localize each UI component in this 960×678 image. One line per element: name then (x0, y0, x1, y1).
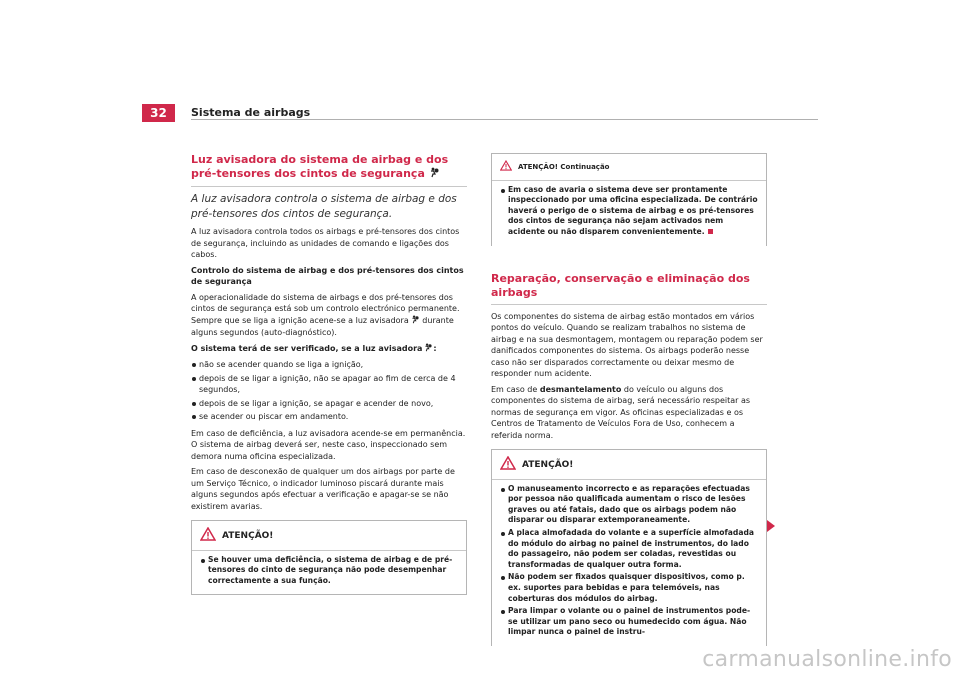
warning-title: ATENÇÃO! Continuação (518, 163, 610, 171)
check-heading-a: O sistema terá de ser verificado, se a luz avisadora (191, 343, 423, 353)
list-item: depois de se ligar a ignição, não se apagar ao fim de cerca de 4 segundos, (191, 373, 467, 396)
check-heading (191, 343, 467, 356)
warning-triangle-icon (500, 160, 512, 175)
repair-paragraph: Os componentes do sistema de airbag estão montados em vários pontos do veículo. Quando se realizam trabalhos no sistema de airbag e na sua desmontagem, montagem ou reparação podem ser danificados componentes do sistema. Os airbags poderão nesse caso não ser disparados correctamente ou deixar mesmo de responder num acidente. (491, 311, 763, 379)
control-text-b: durante alguns segundos (auto-diagnóstico). (191, 315, 454, 337)
control-heading: Controlo do sistema de airbag e dos pré-tensores dos cintos de segurança (191, 265, 464, 286)
warning-box-continued (491, 153, 767, 246)
warning-item (500, 185, 758, 238)
list-item: depois de se ligar a ignição, se apagar e acender de novo, (191, 398, 467, 410)
warning-item: Se houver uma deficiência, o sistema de airbag e de pré-tensores do cinto de segurança não pode desempenhar correctamente a sua função. (200, 555, 458, 587)
disconnect-paragraph: Em caso de desconexão de qualquer um dos airbags por parte de um Serviço Técnico, o indicador luminoso piscará durante mais alguns segundos após efectuar a verificação e apagar-se se não existirem avarias. (191, 467, 455, 511)
warning-box (191, 520, 467, 595)
warning-item: O manuseamento incorrecto e as reparações efectuadas por pessoa não qualificada aumentam o risco de lesões graves ou até fatais, dado que os airbags podem não disparar ou disparar extemporaneamente. (500, 484, 758, 526)
warning-item: Para limpar o volante ou o painel de instrumentos pode-se utilizar um pano seco ou humedecido com água. Não limpar nunca o painel de instru- (500, 606, 758, 638)
section-end-marker (708, 229, 713, 234)
check-heading-b: : (433, 343, 437, 353)
watermark-logo: carmanualsonline.info (702, 647, 952, 672)
right-column (491, 153, 767, 646)
warning-header (492, 154, 766, 181)
page-number: 32 (142, 104, 175, 122)
control-paragraph (191, 292, 467, 339)
dismantle-bold: desmantelamento (539, 384, 622, 394)
airbag-warning-lamp-icon (423, 343, 432, 356)
warning-triangle-icon (200, 527, 216, 545)
warning-item-text: Em caso de avaria o sistema deve ser prontamente inspeccionado por uma oficina especializada. De contrário haverá o perigo de o sistema de airbag e os pré-tensores dos cintos de segurança não sejam activados nem acidente ou não disparem convenientemente. (508, 184, 758, 236)
warning-header (192, 521, 466, 551)
section-subtitle: A luz avisadora controla o sistema de airbag e dos pré-tensores dos cintos de segurança. (191, 193, 457, 220)
airbag-warning-lamp-icon (410, 315, 419, 328)
control-text-a: A operacionalidade do sistema de airbags e dos pré-tensores dos cintos de segurança está sob um controlo electrónico permanente. Sempre que se liga a ignição acene-se a luz avisadora (191, 292, 460, 325)
left-column (191, 153, 467, 595)
dismantle-text-b: do veículo ou alguns dos componentes do sistema de airbag, será necessário respeitar as normas de segurança em vigor. As oficinas especializadas e os Centros de Tratamento de Veículos Fora de Uso, conhecem a referida norma. (491, 384, 751, 440)
warning-triangle-icon (500, 456, 516, 474)
list-item: se acender ou piscar em andamento. (191, 411, 467, 423)
dismantle-paragraph (491, 384, 767, 442)
list-item: não se acender quando se liga a ignição, (191, 359, 467, 371)
warning-box (491, 449, 767, 646)
warning-header (492, 450, 766, 480)
check-list (191, 359, 467, 423)
running-title: Sistema de airbags (191, 106, 311, 119)
dismantle-text-a: Em caso de (491, 384, 538, 394)
section-title-airbag-lamp (191, 153, 467, 187)
warning-item: Não podem ser fixados quaisquer dispositivos, como p. ex. suportes para bebidas e para telemóveis, nas coberturas dos módulos do airbag. (500, 572, 758, 604)
warning-title: ATENÇÃO! (522, 459, 574, 470)
continue-arrow-icon (767, 520, 775, 532)
fault-paragraph: Em caso de deficiência, a luz avisadora acende-se em permanência. O sistema de airbag deverá ser, neste caso, inspeccionado sem demora numa oficina especializada. (191, 428, 466, 461)
section-title-text: Luz avisadora do sistema de airbag e dos pré-tensores dos cintos de segurança (191, 153, 449, 180)
header-rule (191, 119, 818, 120)
warning-title: ATENÇÃO! (222, 530, 274, 541)
warning-item: A placa almofadada do volante e a superfície almofadada do módulo do airbag no painel de instrumentos, do lado do passageiro, não podem ser coladas, revestidas ou transformadas de qualquer outra forma. (500, 528, 758, 570)
airbag-warning-lamp-icon (428, 167, 439, 182)
intro-paragraph: A luz avisadora controla todos os airbags e pré-tensores dos cintos de segurança, incluindo as unidades de comando e ligações dos cabos. (191, 227, 460, 259)
section-title-repair: Reparação, conservação e eliminação dos airbags (491, 272, 767, 305)
